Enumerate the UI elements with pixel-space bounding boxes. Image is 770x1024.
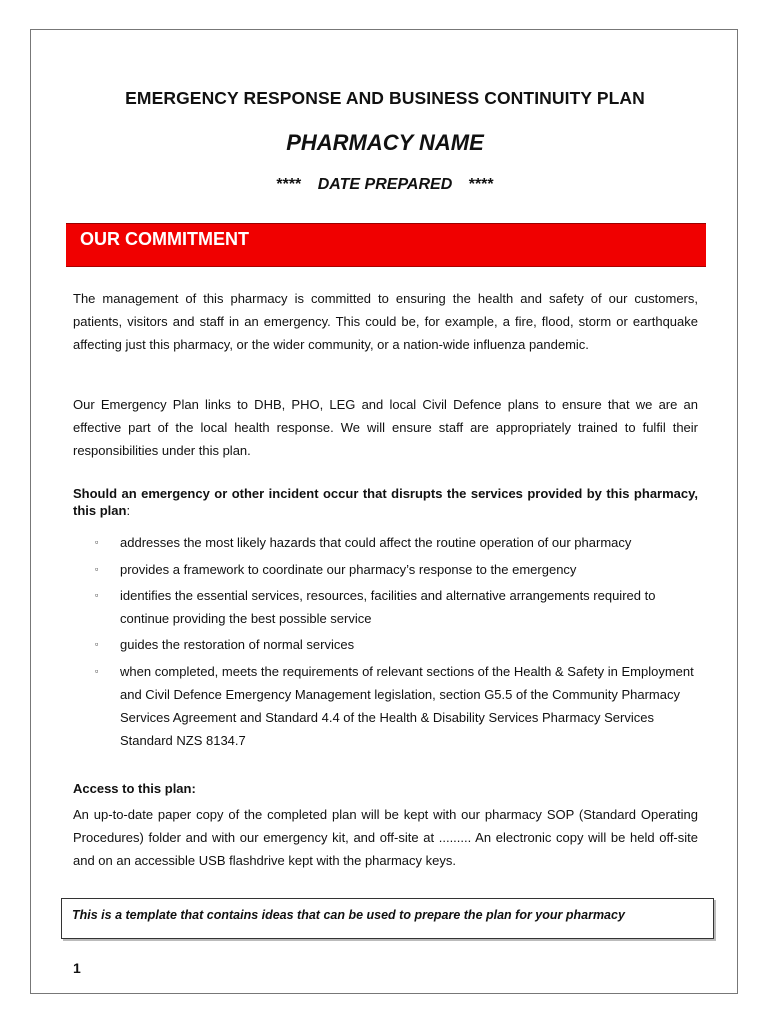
commitment-paragraph: The management of this pharmacy is committed to ensuring the health and safety of our customers, patients, visitors and staff in an emergency. This could be, for example, a fire, flood, storm or earthquake affecting just this pharmacy, or the wider community, or a nation-wide influenza pandemic. bbox=[73, 291, 698, 352]
section-banner bbox=[66, 223, 706, 267]
bullet-icon: ▫ bbox=[95, 590, 99, 600]
list-item-text: addresses the most likely hazards that could affect the routine operation of our pharmacy bbox=[120, 535, 632, 550]
plan-lead-in-text: Should an emergency or other incident occur that disrupts the services provided by this pharmacy, this plan bbox=[73, 486, 698, 518]
bullet-icon: ▫ bbox=[95, 537, 99, 547]
template-note-box bbox=[61, 898, 714, 939]
template-note-text: This is a template that contains ideas that can be used to prepare the plan for your pharmacy bbox=[72, 908, 625, 922]
list-item-text: when completed, meets the requirements of relevant sections of the Health & Safety in Employment and Civil Defence Emergency Management legislation, section G5.5 of the Community Pharmacy Services Agreement and Standard 4.4 of the Health & Disability Services Pharmacy Services Standard NZS 8134.7 bbox=[120, 664, 694, 748]
list-item-text: guides the restoration of normal services bbox=[120, 637, 355, 652]
plan-lead-in-colon: : bbox=[126, 503, 131, 518]
page-number: 1 bbox=[73, 960, 81, 976]
document-title: EMERGENCY RESPONSE AND BUSINESS CONTINUITY PLAN bbox=[125, 88, 645, 108]
bullet-icon: ▫ bbox=[95, 639, 99, 649]
emergency-plan-paragraph: Our Emergency Plan links to DHB, PHO, LEG and local Civil Defence plans to ensure that we are an effective part of the local health response. We will ensure staff are appropriately trained to fulfil their responsibilities under this plan. bbox=[73, 397, 698, 458]
access-heading: Access to this plan: bbox=[73, 781, 196, 796]
stars-left: **** bbox=[276, 176, 302, 193]
access-paragraph: An up-to-date paper copy of the completed plan will be kept with our pharmacy SOP (Standard Operating Procedures) folder and with our emergency kit, and off-site at ......... An electronic copy will be held off-site and on an accessible USB flashdrive kept with the pharmacy keys. bbox=[73, 807, 698, 868]
bullet-icon: ▫ bbox=[95, 666, 99, 676]
date-prepared: DATE PREPARED bbox=[317, 176, 453, 193]
list-item-text: provides a framework to coordinate our pharmacy’s response to the emergency bbox=[120, 562, 577, 577]
plan-lead-in bbox=[73, 485, 698, 519]
pharmacy-name: PHARMACY NAME bbox=[286, 130, 484, 155]
section-heading: OUR COMMITMENT bbox=[80, 229, 249, 249]
list-item-text: identifies the essential services, resources, facilities and alternative arrangements required to continue providing the best possible service bbox=[120, 588, 656, 626]
bullet-icon: ▫ bbox=[95, 564, 99, 574]
stars-right: **** bbox=[468, 176, 494, 193]
date-line bbox=[30, 176, 740, 194]
